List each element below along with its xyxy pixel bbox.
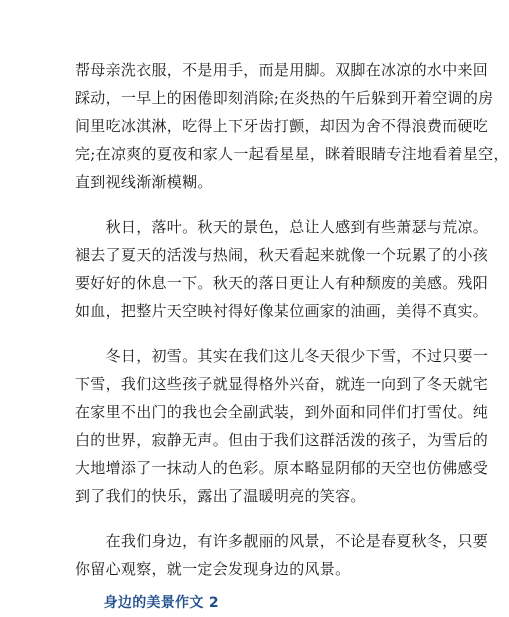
text-line: 间里吃冰淇淋，吃得上下牙齿打颤，却因为舍不得浪费而硬吃	[75, 117, 489, 135]
paragraph-conclusion	[75, 527, 489, 583]
text-line: 大地增添了一抹动人的色彩。原本略显阴郁的天空也仿佛感受	[75, 459, 489, 477]
paragraph-gap	[75, 196, 427, 213]
text-line: 帮母亲洗衣服，不是用手，而是用脚。双脚在冰凉的水中来回	[75, 61, 489, 79]
paragraph-winter	[75, 342, 489, 510]
text-line: 白的世界，寂静无声。但由于我们这群活泼的孩子，为雪后的	[75, 431, 489, 449]
text-line: 要好好的休息一下。秋天的落日更让人有种颓废的美感。残阳	[75, 274, 489, 292]
text-line: 直到视线渐渐模糊。	[75, 173, 213, 191]
paragraph-autumn	[75, 213, 489, 325]
text-line: 冬日，初雪。其实在我们这儿冬天很少下雪，不过只要一	[75, 347, 489, 365]
text-line: 褪去了夏天的活泼与热闹，秋天看起来就像一个玩累了的小孩	[75, 246, 489, 264]
text-line: 秋日，落叶。秋天的景色，总让人感到有些萧瑟与荒凉。	[75, 218, 489, 236]
paragraph-gap	[75, 325, 427, 342]
paragraph-gap	[75, 510, 427, 527]
document-page	[75, 56, 509, 617]
text-line: 踩动，一早上的困倦即刻消除;在炎热的午后躲到开着空调的房	[75, 89, 494, 107]
text-line: 完;在凉爽的夏夜和家人一起看星星，眯着眼睛专注地看着星空，	[75, 145, 509, 163]
paragraph-summer	[75, 56, 509, 196]
text-line: 在我们身边，有许多靓丽的风景，不论是春夏秋冬，只要	[75, 532, 489, 550]
text-line: 下雪，我们这些孩子就显得格外兴奋，就连一向到了冬天就宅	[75, 375, 489, 393]
section-heading: 身边的美景作文 2	[75, 595, 219, 611]
text-line: 如血，把整片天空映衬得好像某位画家的油画，美得不真实。	[75, 302, 489, 320]
text-line: 你留心观察，就一定会发现身边的风景。	[75, 560, 351, 578]
text-line: 在家里不出门的我也会全副武装，到外面和同伴们打雪仗。纯	[75, 403, 489, 421]
text-line: 到了我们的快乐，露出了温暖明亮的笑容。	[75, 487, 366, 505]
